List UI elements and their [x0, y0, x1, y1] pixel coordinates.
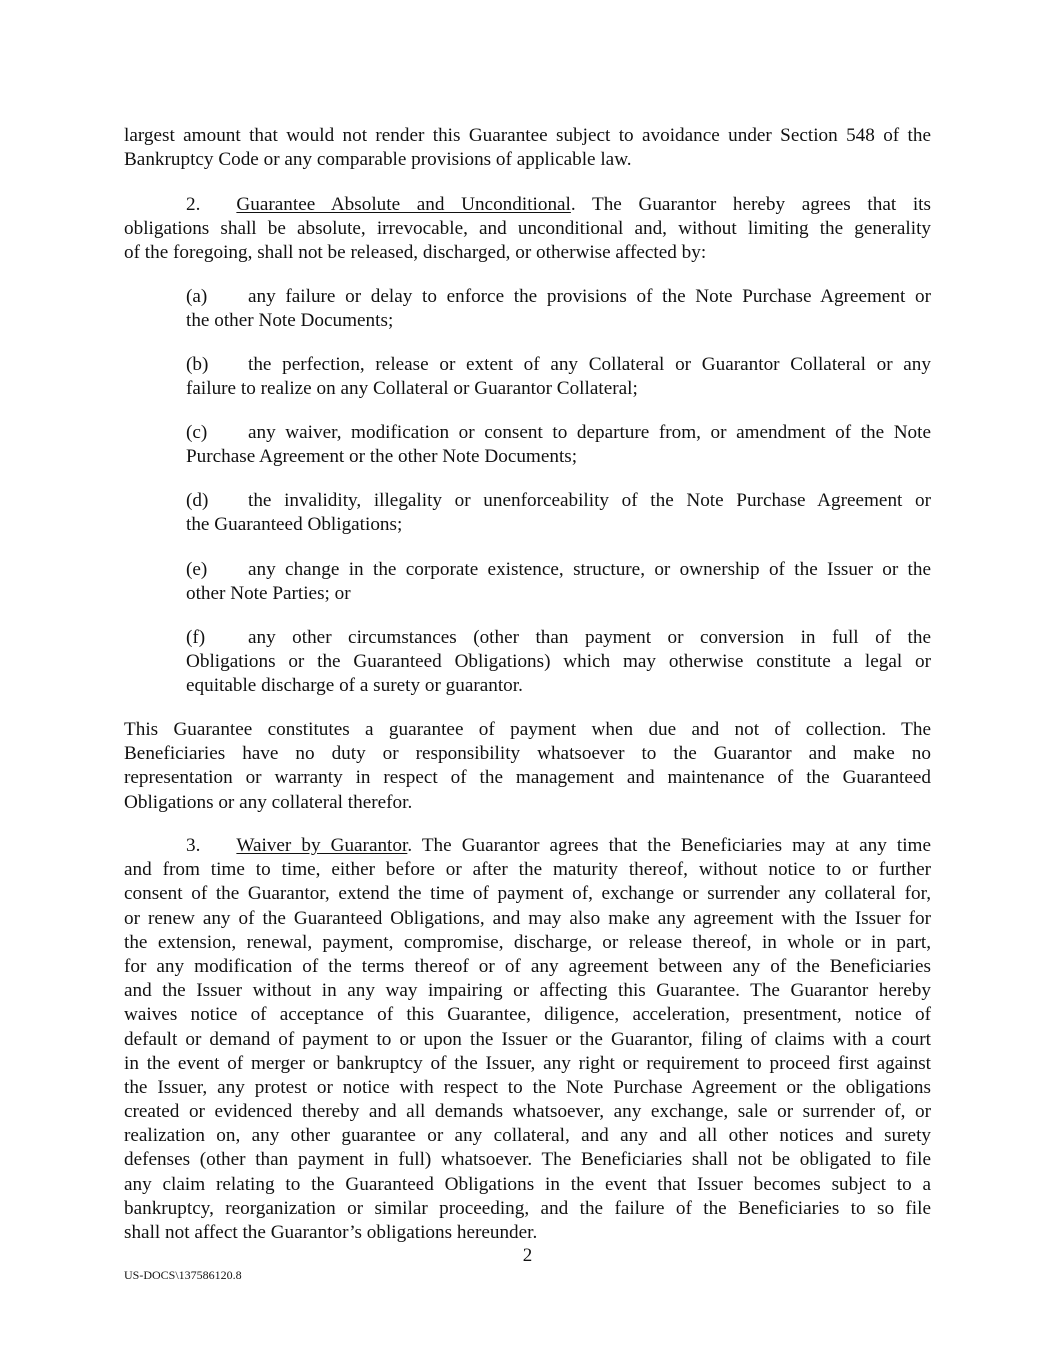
section-2-first-line: 2. Guarantee Absolute and Unconditional. The Guarantor hereby agrees that its [124, 193, 931, 217]
section-number: 3. [186, 835, 201, 856]
section-3-paragraph: 3. Waiver by Guarantor. The Guarantor agrees that the Beneficiaries may at any time and from time to time, either before or after the maturity thereof, without notice to or further consent of the Guarantor, extend the time of payment of, exchange or surrender any collateral for, or renew any of the Guaranteed Obligations, and may also make any agreement with the Issuer for the extension, renewal, payment, compromise, discharge, or release thereof, in whole or in part, for any modification of the terms thereof or of any agreement between any of the Beneficiaries and the Issuer without in any way impairing or affecting this Guarantee. The Guarantor hereby waives notice of acceptance of this Guarantee, diligence, acceleration, presentment, notice of default or demand of payment to or upon the Issuer or the Guarantor, filing of claims with a court in the event of merger or bankruptcy of the Issuer, any right or requirement to proceed first against the Issuer, any protest or notice with respect to the Note Purchase Agreement or the obligations created or evidenced thereby and all demands whatsoever, any exchange, sale or surrender of, or realization on, any other guarantee or any collateral, and any and all other notices and surety defenses (other than payment in full) whatsoever. The Beneficiaries shall not be obligated to file any claim relating to the Guaranteed Obligations in the event that Issuer becomes subject to a bankruptcy, reorganization or similar proceeding, and the failure of the Beneficiaries to so file shall not affect the Guarantor’s obligations hereunder. [124, 835, 931, 1243]
intro-paragraph [124, 124, 931, 172]
section-2-paragraph [124, 193, 931, 266]
list-item-a: (a) any failure or delay to enforce the provisions of the Note Purchase Agreement or the other Note Documents; [186, 286, 931, 332]
page-number: 2 [522, 1245, 533, 1266]
text-line: largest amount that would not render this Guarantee subject to avoidance under Section 548 of the [124, 125, 931, 146]
section-heading: Waiver by Guarantor [236, 835, 408, 856]
item-label: (c) [186, 422, 208, 443]
guarantee-of-payment-paragraph: This Guarantee constitutes a guarantee of payment when due and not of collection. The Beneficiaries have no duty or responsibility whatsoever to the Guarantor and make no representation or warranty in respect of the management and maintenance of the Guaranteed Obligations or any collateral therefor. [124, 719, 931, 813]
text-line: obligations shall be absolute, irrevocable, and unconditional and, without limiting the generality [124, 218, 931, 240]
section-heading: Guarantee Absolute and Unconditional [236, 194, 571, 215]
list-item-c: (c) any waiver, modification or consent to departure from, or amendment of the Note Purchase Agreement or the other Note Documents; [186, 422, 931, 468]
text-line: of the foregoing, shall not be released, discharged, or otherwise affected by: [124, 242, 707, 264]
list-item-e: (e) any change in the corporate existence, structure, or ownership of the Issuer or the other Note Parties; or [186, 559, 931, 605]
list-item-f: (f) any other circumstances (other than payment or conversion in full of the Obligations or the Guaranteed Obligations) which may otherwise constitute a legal or equitable discharge of a surety or guarantor. [186, 627, 931, 697]
section-number: 2. [186, 194, 201, 215]
text-line: Bankruptcy Code or any comparable provisions of applicable law. [124, 149, 632, 171]
item-label: (d) [186, 490, 209, 511]
list-item-b: (b) the perfection, release or extent of any Collateral or Guarantor Collateral or any failure to realize on any Collateral or Guarantor Collateral; [186, 354, 931, 400]
item-label: (e) [186, 559, 208, 580]
item-label: (f) [186, 627, 206, 648]
list-item-d: (d) the invalidity, illegality or unenforceability of the Note Purchase Agreement or the Guaranteed Obligations; [186, 490, 931, 536]
section-3-first-line: 3. Waiver by Guarantor. The Guarantor agrees that the Beneficiaries may at any time [124, 834, 931, 858]
item-label: (b) [186, 354, 209, 375]
document-id: US-DOCS\137586120.8 [124, 1268, 242, 1282]
item-label: (a) [186, 286, 208, 307]
